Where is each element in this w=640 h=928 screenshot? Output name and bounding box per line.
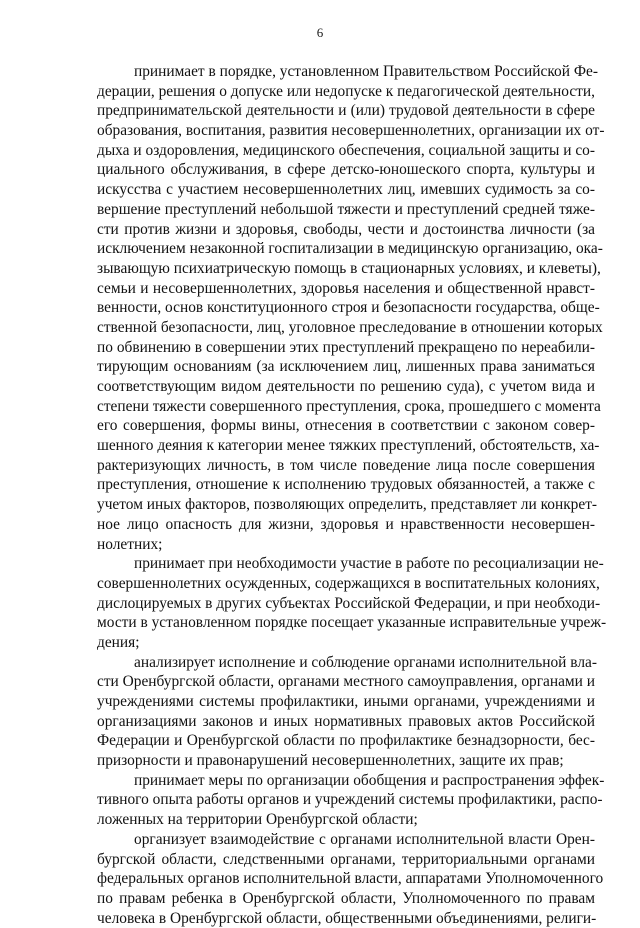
text-line: по обвинению в совершении этих преступлений прекращено по нереабили- — [97, 338, 595, 356]
text-line: ное лицо опасность для жизни, здоровья и нравственности несовершен- — [97, 515, 595, 533]
text-line: семьи и несовершеннолетних, здоровья населения и общественной нравст- — [97, 279, 595, 297]
body-text — [97, 62, 607, 928]
text-line: предпринимательской деятельности и (или) трудовой деятельности в сфере — [97, 102, 595, 120]
text-line: рактеризующих личность, в том числе поведение лица после совершения — [97, 456, 595, 474]
text-line: призорности и правонарушений несовершеннолетних, защите их прав; — [97, 752, 564, 770]
text-line: дыха и оздоровления, медицинского обеспечения, социальной защиты и со- — [97, 141, 595, 159]
text-line: степени тяжести совершенного преступления, срока, прошедшего с момента — [97, 397, 601, 415]
page-number: 6 — [316, 25, 324, 40]
text-line: соответствующим видом деятельности по решению суда), с учетом вида и — [97, 378, 595, 395]
text-line: учреждениями системы профилактики, иными органами, учреждениями и — [97, 693, 595, 710]
text-line: исключением незаконной госпитализации в медицинскую организацию, ока- — [97, 240, 603, 258]
text-line: Федерации и Оренбургской области по профилактике безнадзорности, бес- — [97, 732, 595, 750]
text-line: дения; — [97, 633, 140, 651]
text-line: учетом иных факторов, позволяющих определить, представляет ли конкрет- — [97, 496, 598, 514]
text-line: анализирует исполнение и соблюдение органами исполнительной вла- — [134, 653, 597, 671]
text-line: федеральных органов исполнительной власти, аппаратами Уполномоченного — [97, 870, 604, 888]
text-line: принимает меры по организации обобщения и распространения эффек- — [134, 771, 605, 789]
text-line: тирующим основаниям (за исключением лиц, лишенных права заниматься — [97, 358, 595, 376]
text-line: образования, воспитания, развития несовершеннолетних, организации их от- — [97, 122, 605, 140]
text-line: преступления, отношение к исполнению трудовых обязанностей, а также с — [97, 476, 595, 494]
text-line: венности, основ конституционного строя и безопасности государства, обще- — [97, 299, 600, 317]
text-line: дерации, решения о допуске или недопуске к педагогической деятельности, — [97, 82, 595, 100]
text-line: искусства с участием несовершеннолетних лиц, имевших судимость за со- — [97, 181, 595, 199]
text-line: ложенных на территории Оренбургской области; — [97, 811, 418, 829]
text-line: шенного деяния к категории менее тяжких преступлений, обстоятельств, ха- — [97, 437, 600, 455]
text-line: сти против жизни и здоровья, свободы, чести и достоинства личности (за — [97, 220, 595, 238]
text-line: тивного опыта работы органов и учреждений системы профилактики, распо- — [97, 791, 603, 809]
text-line: дислоцируемых в других субъектах Российской Федерации, и при необходи- — [97, 594, 601, 612]
text-line: совершеннолетних осужденных, содержащихся в воспитательных колониях, — [97, 574, 600, 592]
text-line: мости в установленном порядке посещает указанные исправительные учреж- — [97, 614, 607, 632]
text-line: принимает при необходимости участие в работе по ресоциализации не- — [134, 555, 604, 573]
text-line: ственной безопасности, лиц, уголовное преследование в отношении которых — [97, 318, 603, 336]
text-line: организует взаимодействие с органами исполнительной власти Орен- — [134, 830, 595, 848]
text-line: принимает в порядке, установленном Правительством Российской Фе- — [134, 63, 598, 80]
text-line: по правам ребенка в Оренбургской области, Уполномоченного по правам — [97, 889, 595, 907]
text-line: его совершения, формы вины, отнесения в соответствии с законом совер- — [97, 417, 595, 435]
text-line: человека в Оренбургской области, общественными объединениями, религи- — [97, 909, 597, 927]
text-line: организациями законов и иных нормативных правовых актов Российской — [97, 712, 595, 730]
text-line: циального обслуживания, в сфере детско-юношеского спорта, культуры и — [97, 161, 595, 179]
text-line: сти Оренбургской области, органами местного самоуправления, органами и — [97, 673, 595, 691]
text-line: бургской области, следственными органами, территориальными органами — [97, 850, 595, 868]
text-line: нолетних; — [97, 535, 163, 553]
text-line: зывающую психиатрическую помощь в стационарных условиях, и клеветы), — [97, 259, 601, 277]
text-line: вершение преступлений небольшой тяжести и преступлений средней тяже- — [97, 200, 595, 218]
